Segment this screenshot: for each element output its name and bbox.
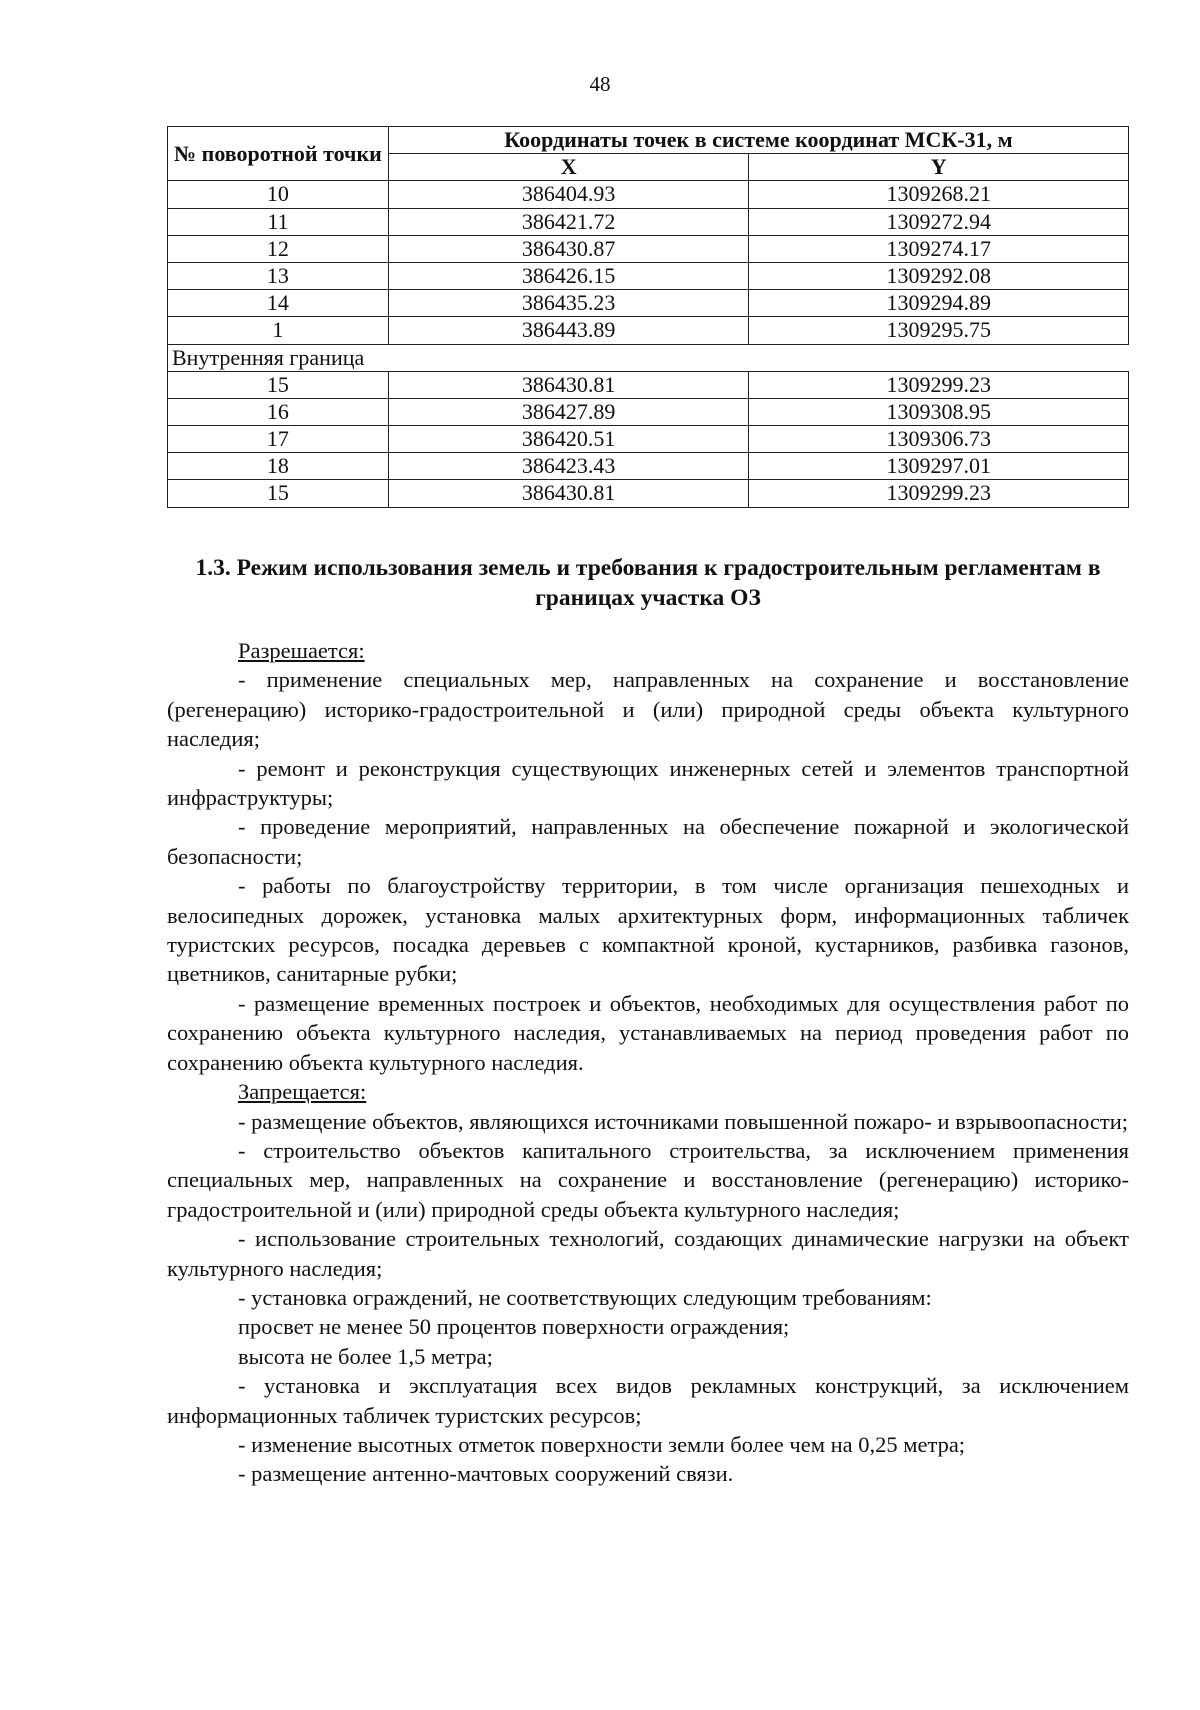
forbidden-item: - использование строительных технологий, создающих динамические нагрузки на объект культурного наследия;: [167, 1226, 1129, 1281]
point-number: 1: [168, 317, 389, 344]
forbidden-heading: Запрещается:: [238, 1079, 367, 1105]
coord-x: 386430.81: [388, 480, 749, 507]
point-number: 10: [168, 181, 389, 208]
inner-boundary-label: Внутренняя граница: [168, 344, 389, 371]
coord-x: 386435.23: [388, 290, 749, 317]
header-point-number: № поворотной точки: [168, 127, 389, 181]
coord-y: 1309274.17: [749, 235, 1129, 262]
allowed-heading: Разрешается:: [238, 638, 365, 663]
table-row: [168, 453, 1129, 480]
table-row: [168, 262, 1129, 289]
table-row: [168, 398, 1129, 425]
forbidden-item: - строительство объектов капитального строительства, за исключением применения специальных мер, направленных на сохранение и восстановление (регенерацию) историко-градостроительной и (или) природной среды объекта культурного наследия;: [167, 1137, 1129, 1222]
coord-y: 1309295.75: [749, 317, 1129, 344]
inner-boundary-row: [168, 344, 1129, 371]
inner-boundary-spacer: [388, 344, 1128, 371]
point-number: 17: [168, 426, 389, 453]
table-row: [168, 480, 1129, 507]
point-number: 13: [168, 262, 389, 289]
coord-y: 1309292.08: [749, 262, 1129, 289]
point-number: 11: [168, 208, 389, 235]
forbidden-item: - установка ограждений, не соответствующих следующим требованиям:: [238, 1284, 932, 1310]
allowed-item: - ремонт и реконструкция существующих инженерных сетей и элементов транспортной инфраструктуры;: [167, 755, 1129, 811]
coord-x: 386420.51: [388, 426, 749, 453]
table-row: [168, 181, 1129, 208]
table-row: [168, 426, 1129, 453]
allowed-item: - размещение временных построек и объектов, необходимых для осуществления работ по сохранению объекта культурного наследия, устанавливаемых на период проведения работ по сохранению объекта культурного наследия.: [167, 990, 1129, 1075]
coordinates-table: [167, 126, 1129, 508]
coord-x: 386430.87: [388, 235, 749, 262]
point-number: 16: [168, 398, 389, 425]
forbidden-item: - размещение антенно-мачтовых сооружений связи.: [238, 1461, 734, 1487]
allowed-item: - применение специальных мер, направленных на сохранение и восстановление (регенерацию) историко-градостроительной и (или) природной среды объекта культурного наследия;: [167, 667, 1129, 752]
coord-y: 1309306.73: [749, 426, 1129, 453]
coord-y: 1309299.23: [749, 371, 1129, 398]
point-number: 12: [168, 235, 389, 262]
point-number: 15: [168, 371, 389, 398]
table-header-row: [168, 127, 1129, 154]
coord-x: 386404.93: [388, 181, 749, 208]
coord-y: 1309272.94: [749, 208, 1129, 235]
forbidden-item: - установка и эксплуатация всех видов рекламных конструкций, за исключением информационных табличек туристских ресурсов;: [167, 1373, 1129, 1428]
coord-x: 386430.81: [388, 371, 749, 398]
table-row: [168, 371, 1129, 398]
point-number: 18: [168, 453, 389, 480]
allowed-item: - работы по благоустройству территории, в том числе организация пешеходных и велосипедных дорожек, установка малых архитектурных форм, информационных табличек туристских ресурсов, посадка деревьев с компактной кроной, кустарников, разбивка газонов, цветников, санитарные рубки;: [167, 873, 1129, 987]
section-heading: 1.3. Режим использования земель и требования к градостроительным регламентам в границах участка ОЗ: [195, 555, 1101, 611]
header-x: X: [388, 154, 749, 181]
coord-x: 386421.72: [388, 208, 749, 235]
point-number: 14: [168, 290, 389, 317]
header-y: Y: [749, 154, 1129, 181]
header-coordinates: Координаты точек в системе координат МСК-31, м: [388, 127, 1128, 154]
coord-x: 386427.89: [388, 398, 749, 425]
allowed-item: - проведение мероприятий, направленных на обеспечение пожарной и экологической безопасности;: [167, 814, 1129, 869]
coord-y: 1309294.89: [749, 290, 1129, 317]
table-row: [168, 290, 1129, 317]
coord-x: 386423.43: [388, 453, 749, 480]
coord-x: 386426.15: [388, 262, 749, 289]
coord-x: 386443.89: [388, 317, 749, 344]
table-row: [168, 208, 1129, 235]
coord-y: 1309299.23: [749, 480, 1129, 507]
forbidden-item: - изменение высотных отметок поверхности земли более чем на 0,25 метра;: [238, 1431, 966, 1457]
point-number: 15: [168, 480, 389, 507]
coord-y: 1309268.21: [749, 181, 1129, 208]
coord-y: 1309308.95: [749, 398, 1129, 425]
table-row: [168, 317, 1129, 344]
table-row: [168, 235, 1129, 262]
page-number: 48: [589, 72, 611, 96]
fence-requirement: высота не более 1,5 метра;: [238, 1343, 493, 1369]
forbidden-item: - размещение объектов, являющихся источниками повышенной пожаро- и взрывоопасности;: [238, 1108, 1129, 1134]
regulations-text: [167, 636, 1129, 1489]
coord-y: 1309297.01: [749, 453, 1129, 480]
fence-requirement: просвет не менее 50 процентов поверхности ограждения;: [238, 1314, 790, 1340]
